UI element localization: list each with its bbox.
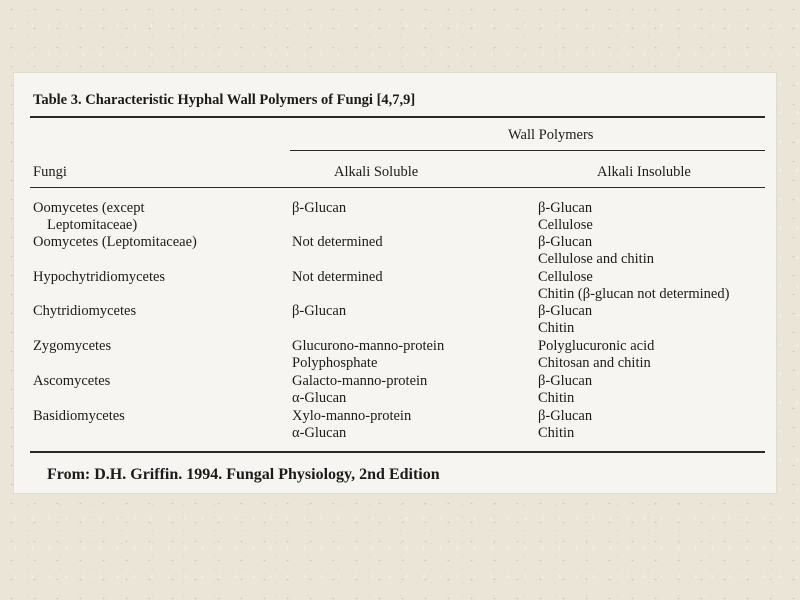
table-row bbox=[14, 269, 776, 303]
fungi-cell bbox=[33, 408, 125, 425]
table-row bbox=[14, 373, 776, 407]
alkali-soluble-cell bbox=[292, 408, 411, 443]
fungi-cell bbox=[33, 373, 110, 390]
alkali-soluble-cell bbox=[292, 373, 427, 408]
fungi-cell bbox=[33, 338, 111, 355]
fungi-cell bbox=[33, 269, 165, 286]
alkali-insoluble-cell bbox=[538, 338, 654, 373]
polymer: Cellulose bbox=[538, 217, 593, 234]
polymer: α-Glucan bbox=[292, 390, 347, 407]
polymer: α-Glucan bbox=[292, 425, 347, 442]
group-header-rule bbox=[290, 150, 765, 151]
table-row bbox=[14, 338, 776, 372]
fungi-cell bbox=[33, 303, 136, 320]
fungi-name: Ascomycetes bbox=[33, 373, 111, 389]
polymer: β-Glucan bbox=[292, 303, 347, 319]
polymer: β-Glucan bbox=[538, 303, 593, 319]
polymer: Chitin bbox=[538, 320, 575, 337]
fungi-name: Chytridiomycetes bbox=[33, 303, 137, 319]
column-header-alkali-soluble: Alkali Soluble bbox=[334, 164, 419, 180]
polymer: β-Glucan bbox=[538, 200, 593, 216]
fungi-name-continued: Leptomitaceae) bbox=[47, 217, 138, 234]
alkali-soluble-cell bbox=[292, 234, 383, 251]
polymer: Chitin bbox=[538, 390, 575, 407]
fungi-cell bbox=[33, 234, 197, 251]
polymer: Glucurono-manno-protein bbox=[292, 338, 445, 354]
fungi-name: Oomycetes (Leptomitaceae) bbox=[33, 234, 197, 250]
table-row bbox=[14, 303, 776, 337]
column-header-alkali-insoluble: Alkali Insoluble bbox=[597, 164, 691, 180]
polymer: Galacto-manno-protein bbox=[292, 373, 428, 389]
column-header-fungi: Fungi bbox=[33, 164, 67, 180]
polymer: β-Glucan bbox=[538, 234, 593, 250]
polymer: β-Glucan bbox=[538, 373, 593, 389]
table-bottom-rule bbox=[30, 451, 765, 453]
polymer: Xylo-manno-protein bbox=[292, 408, 412, 424]
alkali-insoluble-cell bbox=[538, 408, 592, 443]
source-citation: From: D.H. Griffin. 1994. Fungal Physiology, 2nd Edition bbox=[47, 466, 440, 483]
header-rule bbox=[30, 187, 765, 188]
polymer: Cellulose bbox=[538, 269, 593, 285]
fungi-name: Zygomycetes bbox=[33, 338, 112, 354]
fungi-name: Basidiomycetes bbox=[33, 408, 125, 424]
polymer: Chitosan and chitin bbox=[538, 355, 651, 372]
title-rule bbox=[30, 116, 765, 118]
polymer: Not determined bbox=[292, 269, 383, 285]
table-row bbox=[14, 234, 776, 268]
alkali-soluble-cell bbox=[292, 200, 346, 217]
polymer: Cellulose and chitin bbox=[538, 251, 654, 268]
polymer: Chitin (β-glucan not determined) bbox=[538, 286, 730, 303]
alkali-insoluble-cell bbox=[538, 269, 729, 304]
table-row bbox=[14, 200, 776, 234]
alkali-insoluble-cell bbox=[538, 373, 592, 408]
polymer: Polyphosphate bbox=[292, 355, 378, 372]
alkali-insoluble-cell bbox=[538, 200, 593, 235]
alkali-insoluble-cell bbox=[538, 234, 654, 269]
fungi-name: Hypochytridiomycetes bbox=[33, 269, 166, 285]
alkali-insoluble-cell bbox=[538, 303, 592, 338]
polymer: Polyglucuronic acid bbox=[538, 338, 655, 354]
alkali-soluble-cell bbox=[292, 269, 383, 286]
fungi-name: Oomycetes (except bbox=[33, 200, 145, 216]
scanned-table-image bbox=[14, 73, 776, 493]
polymer: β-Glucan bbox=[292, 200, 347, 216]
alkali-soluble-cell bbox=[292, 338, 444, 373]
polymer: β-Glucan bbox=[538, 408, 593, 424]
table-title: Table 3. Characteristic Hyphal Wall Polymers of Fungi [4,7,9] bbox=[33, 92, 416, 108]
polymer: Not determined bbox=[292, 234, 383, 250]
alkali-soluble-cell bbox=[292, 303, 346, 320]
polymer: Chitin bbox=[538, 425, 575, 442]
fungi-cell bbox=[33, 200, 145, 235]
table-row bbox=[14, 408, 776, 442]
wall-polymers-header: Wall Polymers bbox=[508, 127, 594, 143]
